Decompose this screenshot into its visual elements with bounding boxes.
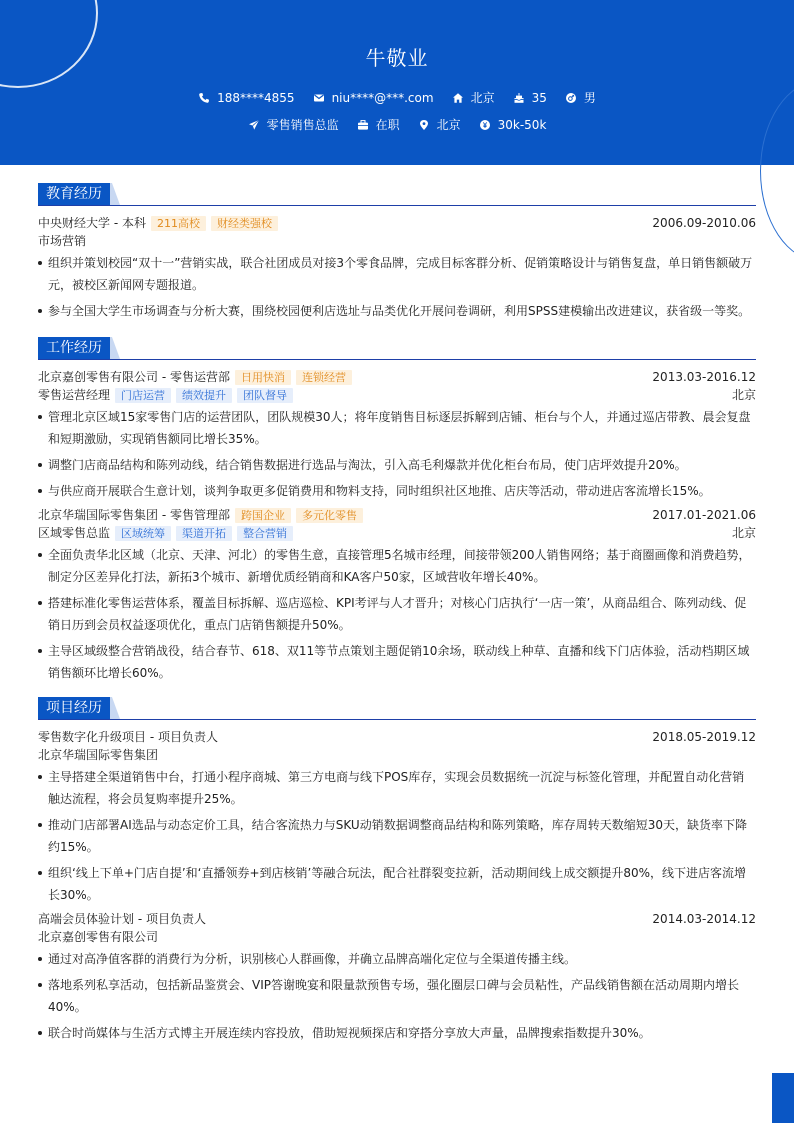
company-name: 北京华瑞国际零售集团 - 零售管理部 xyxy=(38,508,230,522)
tag: 财经类强校 xyxy=(211,216,278,231)
role-line xyxy=(38,386,756,404)
period: 2018.05-2019.12 xyxy=(652,730,756,744)
list-item: 推动门店部署AI选品与动态定价工具，结合客流热力与SKU动销数据调整商品结构和陈列策略，库存周转天数缩短30天，缺货率下降约15%。 xyxy=(38,814,756,858)
phone-item xyxy=(198,91,294,105)
section-title: 工作经历 xyxy=(38,337,110,359)
project-name: 零售数字化升级项目 - 项目负责人 xyxy=(38,730,218,744)
salary-text: 30k-50k xyxy=(497,117,547,132)
job-city: 北京 xyxy=(731,526,756,540)
school-name: 中央财经大学 - 本科 xyxy=(38,216,146,230)
target-role-text: 零售销售总监 xyxy=(266,118,339,132)
company-name: 北京嘉创零售有限公司 - 零售运营部 xyxy=(38,370,230,384)
tag: 整合营销 xyxy=(237,526,293,541)
tag: 区域统筹 xyxy=(115,526,171,541)
home-city-item xyxy=(452,89,495,106)
education-entry-line xyxy=(38,214,756,232)
project-org: 北京华瑞国际零售集团 xyxy=(38,748,159,762)
tag: 日用快消 xyxy=(235,370,291,385)
target-city-text: 北京 xyxy=(436,118,461,132)
tag: 连锁经营 xyxy=(296,370,352,385)
project-line xyxy=(38,728,756,746)
tag: 多元化零售 xyxy=(296,508,363,523)
gender-icon xyxy=(565,92,577,104)
project-org: 北京嘉创零售有限公司 xyxy=(38,930,159,944)
company-line xyxy=(38,368,756,386)
gender-item xyxy=(565,89,596,106)
role-name: 零售运营经理 xyxy=(38,388,111,402)
project-line xyxy=(38,910,756,928)
status-item xyxy=(357,116,400,133)
home-city-text: 北京 xyxy=(470,91,495,105)
money-icon xyxy=(479,119,491,131)
education-section xyxy=(38,183,756,326)
project-name: 高端会员体验计划 - 项目负责人 xyxy=(38,912,206,926)
tag: 门店运营 xyxy=(115,388,171,403)
job-city: 北京 xyxy=(731,388,756,402)
tag: 团队督导 xyxy=(237,388,293,403)
period: 2014.03-2014.12 xyxy=(652,912,756,926)
job-entry xyxy=(38,368,756,502)
tag: 211高校 xyxy=(151,216,206,231)
project-entry xyxy=(38,910,756,1044)
target-city-item xyxy=(418,116,461,133)
resume-header xyxy=(0,0,794,165)
list-item: 主导区域级整合营销战役，结合春节、618、双11等节点策划主题促销10余场，联动线上种草、直播和线下门店体验，活动档期区域销售额环比增长60%。 xyxy=(38,640,756,684)
list-item: 落地系列私享活动，包括新品鉴赏会、VIP答谢晚宴和限量款预售专场，强化圈层口碑与会员粘性，产品线销售额在活动周期内增长40%。 xyxy=(38,974,756,1018)
email-item xyxy=(313,91,434,105)
major: 市场营销 xyxy=(38,234,87,248)
project-entry xyxy=(38,728,756,906)
period: 2017.01-2021.06 xyxy=(652,508,756,522)
briefcase-icon xyxy=(357,119,369,131)
section-title: 教育经历 xyxy=(38,183,110,205)
project-bullets xyxy=(38,948,756,1044)
cake-icon xyxy=(513,92,525,104)
work-section xyxy=(38,337,756,688)
period: 2013.03-2016.12 xyxy=(652,370,756,384)
job-bullets xyxy=(38,406,756,502)
list-item: 联合时尚媒体与生活方式博主开展连续内容投放，借助短视频探店和穿搭分享放大声量，品牌搜索指数提升30%。 xyxy=(38,1022,756,1044)
list-item: 组织‘线上下单+门店自提’和‘直播领券+到店核销’等融合玩法，配合社群裂变拉新，活动期间线上成交额提升80%，线下进店客流增长30%。 xyxy=(38,862,756,906)
period: 2006.09-2010.06 xyxy=(652,216,756,230)
role-name: 区域零售总监 xyxy=(38,526,111,540)
home-icon xyxy=(452,92,464,104)
tag: 绩效提升 xyxy=(176,388,232,403)
job-intent-row xyxy=(0,116,794,133)
age-item xyxy=(513,91,547,105)
list-item: 管理北京区域15家零售门店的运营团队，团队规模30人；将年度销售目标逐层拆解到店铺、柜台与个人，并通过巡店带教、晨会复盘和短期激励，实现销售额同比增长35%。 xyxy=(38,406,756,450)
mail-icon xyxy=(313,92,325,104)
section-title: 项目经历 xyxy=(38,697,110,719)
tag: 跨国企业 xyxy=(235,508,291,523)
list-item: 搭建标准化零售运营体系，覆盖目标拆解、巡店巡检、KPI考评与人才晋升；对核心门店执行‘一店一策’，从商品组合、陈列动线、促销日历到会员权益逐项优化，重点门店销售额提升50%。 xyxy=(38,592,756,636)
org-line xyxy=(38,928,756,946)
phone-text: 188****4855 xyxy=(217,90,295,105)
list-item: 组织并策划校园“双十一”营销实战，联合社团成员对接3个零食品牌，完成目标客群分析、促销策略设计与销售复盘，单日销售额破万元，被校区新闻网专题报道。 xyxy=(38,252,756,296)
education-bullets xyxy=(38,252,756,322)
major-line xyxy=(38,232,756,250)
email-text: niu****@***.com xyxy=(331,90,434,105)
salary-item xyxy=(479,118,547,132)
list-item: 调整门店商品结构和陈列动线，结合销售数据进行选品与淘汰，引入高毛利爆款并优化柜台布局，使门店坪效提升20%。 xyxy=(38,454,756,476)
target-role-item xyxy=(248,116,339,133)
list-item: 全面负责华北区域（北京、天津、河北）的零售生意，直接管理5名城市经理，间接带领200人销售网络；基于商圈画像和消费趋势，制定分区差异化打法，新拓3个城市、新增优质经销商和KA客户50家，区域营收年增长40%。 xyxy=(38,544,756,588)
status-text: 在职 xyxy=(375,118,400,132)
job-entry xyxy=(38,506,756,684)
candidate-name: 牛敬业 xyxy=(365,46,429,70)
list-item: 主导搭建全渠道销售中台，打通小程序商城、第三方电商与线下POS库存，实现会员数据统一沉淀与标签化管理，并配置自动化营销触达流程，将会员复购率提升25%。 xyxy=(38,766,756,810)
list-item: 与供应商开展联合生意计划，谈判争取更多促销费用和物料支持，同时组织社区地推、店庆等活动，带动进店客流增长15%。 xyxy=(38,480,756,502)
section-header xyxy=(38,183,756,206)
location-pin-icon xyxy=(418,119,430,131)
list-item: 参与全国大学生市场调查与分析大赛，围绕校园便利店选址与品类优化开展问卷调研，利用SPSS建模输出改进建议，获省级一等奖。 xyxy=(38,300,756,322)
company-line xyxy=(38,506,756,524)
org-line xyxy=(38,746,756,764)
age-text: 35 xyxy=(531,90,547,105)
send-icon xyxy=(248,119,260,131)
tag: 渠道开拓 xyxy=(176,526,232,541)
projects-section xyxy=(38,697,756,1048)
gender-text: 男 xyxy=(583,91,596,105)
phone-icon xyxy=(198,92,210,104)
decorative-corner-block xyxy=(772,1073,794,1123)
role-line xyxy=(38,524,756,542)
section-header xyxy=(38,697,756,720)
project-bullets xyxy=(38,766,756,906)
contact-row xyxy=(0,89,794,106)
job-bullets xyxy=(38,544,756,684)
list-item: 通过对高净值客群的消费行为分析，识别核心人群画像，并确立品牌高端化定位与全渠道传播主线。 xyxy=(38,948,756,970)
section-header xyxy=(38,337,756,360)
